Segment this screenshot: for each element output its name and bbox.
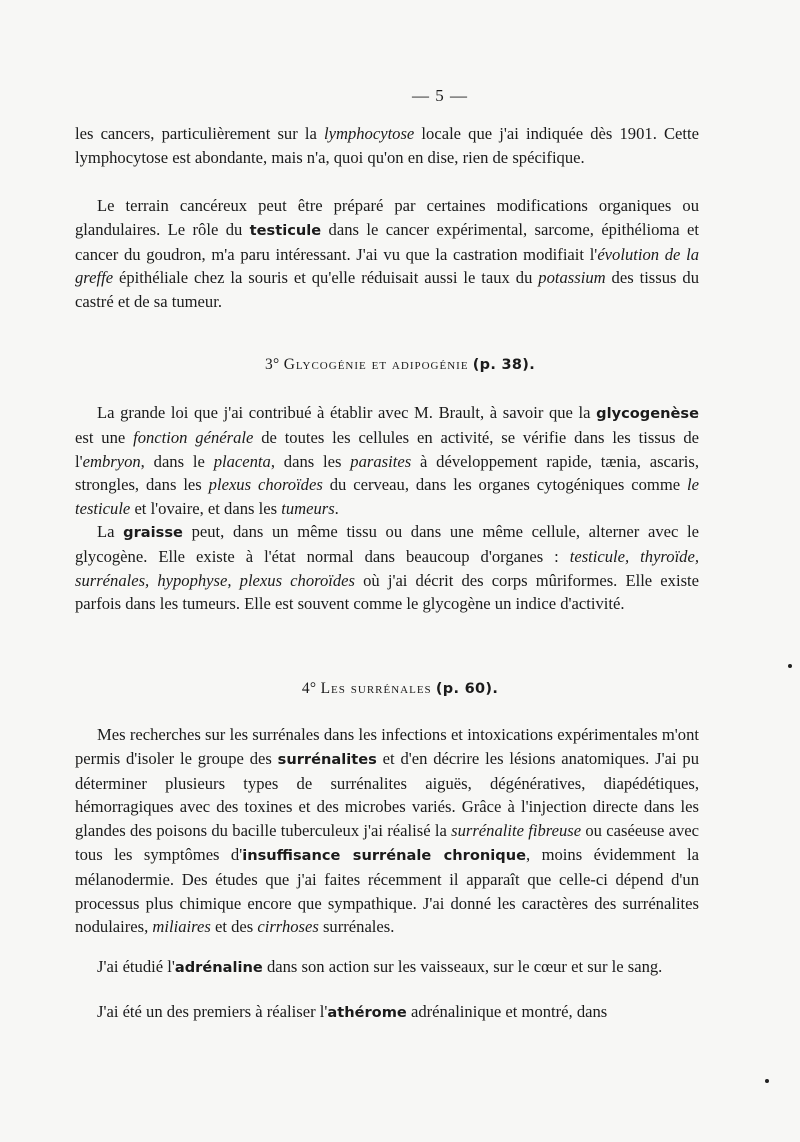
section-page-ref: (p. 60).: [435, 681, 499, 697]
paragraph-3-text: La grande loi que j'ai contribué à établir avec M. Brault, à savoir que la glycogenèse est une fonction générale de toutes les cellules en activité, se vérifie dans les tissus de l'embryon, dans le placenta, dans les parasites à développement rapide, tænia, ascaris, strongles, dans les plexus choroïdes du cerveau, dans les organes cytogéniques comme le testicule et l'ovaire, et dans les tumeurs.: [75, 403, 699, 519]
paragraph-7: [75, 1000, 699, 1025]
page-number: — 5 —: [412, 86, 468, 105]
paragraph-5: [75, 723, 699, 939]
paragraph-4: [75, 520, 699, 616]
paragraph-3: [75, 401, 699, 521]
paragraph-1: [75, 122, 699, 170]
section-heading-4: [0, 680, 800, 698]
paragraph-6: [75, 955, 699, 980]
section-page-ref: (p. 38).: [472, 357, 536, 373]
scan-speck: [788, 664, 792, 668]
paragraph-2: [75, 194, 699, 314]
paragraph-7-text: J'ai été un des premiers à réaliser l'athérome adrénalinique et montré, dans: [97, 1002, 608, 1021]
scan-speck: [765, 1079, 769, 1083]
paragraph-5-text: Mes recherches sur les surrénales dans les infections et intoxications expérimentales m'ont permis d'isoler le groupe des surrénalites et d'en décrire les lésions anatomiques. J'ai pu déterminer plusieurs types de surrénalites aiguës, dégénératives, diapédétiques, hémorragiques avec des toxines et des microbes variés. Grâce à l'injection directe dans les glandes des poisons du bacille tuberculeux j'ai réalisé la surrénalite fibreuse ou caséeuse avec tous les symptômes d'insuffisance surrénale chronique, moins évidemment la mélanodermie. Des études que j'ai faites récemment il apparaît que celle-ci dépend d'un processus plus chimique encore que sympathique. J'ai donné les caractères des surrénalites nodulaires, miliaires et des cirrhoses surrénales.: [75, 725, 699, 937]
paragraph-4-text: La graisse peut, dans un même tissu ou dans une même cellule, alterner avec le glycogène. Elle existe à l'état normal dans beaucoup d'organes : testicule, thyroïde, surrénales, hypophyse, plexus choroïdes où j'ai décrit des corps mûriformes. Elle existe parfois dans les tumeurs. Elle est souvent comme le glycogène un indice d'activité.: [75, 522, 700, 614]
section-title: Glycogénie et adipogénie: [283, 356, 469, 373]
section-heading-3: [0, 356, 800, 374]
paragraph-6-text: J'ai étudié l'adrénaline dans son action sur les vaisseaux, sur le cœur et sur le sang.: [97, 957, 663, 976]
section-title: Les surrénales: [320, 680, 432, 697]
paragraph-2-text: Le terrain cancéreux peut être préparé par certaines modifications organiques ou glandulaires. Le rôle du testicule dans le cancer expérimental, sarcome, épithélioma et cancer du goudron, m'a paru intéressant. J'ai vu que la castration modifiait l'évolution de la greffe épithéliale chez la souris et qu'elle réduisait aussi le taux du potassium des tissus du castré et de sa tumeur.: [75, 196, 700, 312]
paragraph-1-text: les cancers, particulièrement sur la lymphocytose locale que j'ai indiquée dès 1901. Cette lymphocytose est abondante, mais n'a, quoi qu'on en dise, rien de spécifique.: [75, 124, 699, 167]
section-number: 3°: [264, 356, 280, 373]
section-number: 4°: [301, 680, 317, 697]
